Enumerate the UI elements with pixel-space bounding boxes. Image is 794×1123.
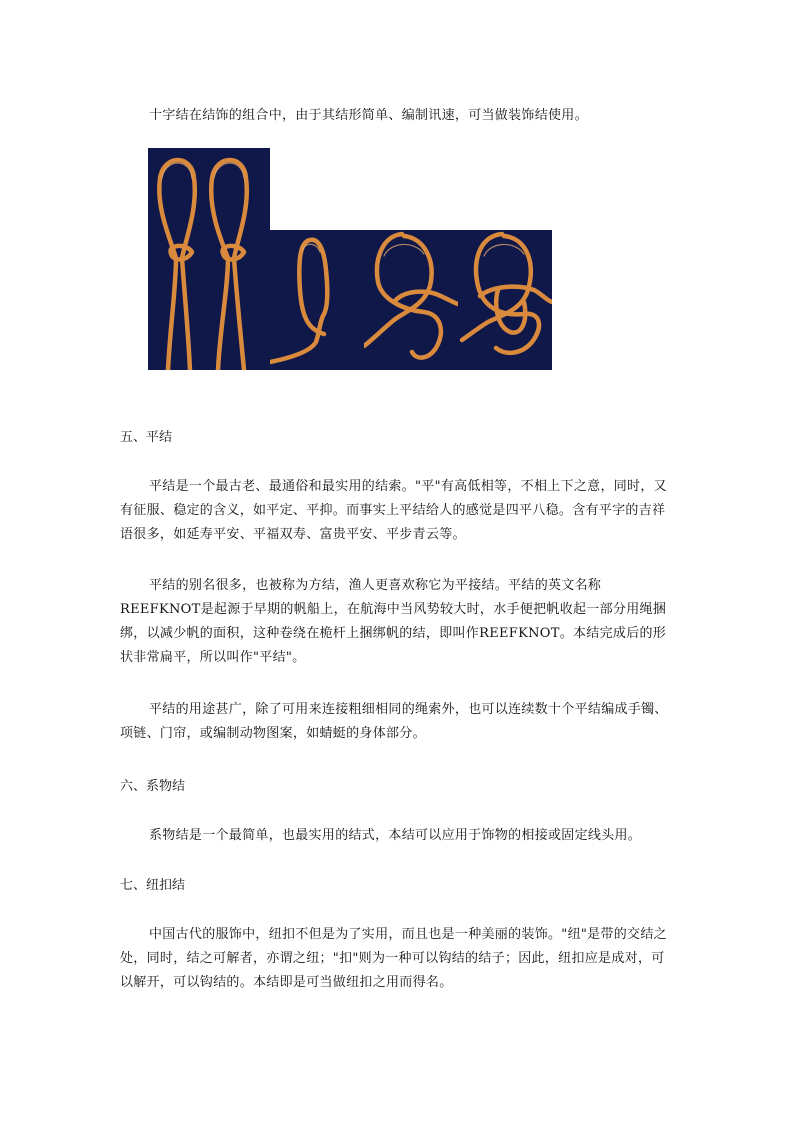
figure-panel-step-3 bbox=[458, 230, 552, 370]
section-heading-5: 五、平结 bbox=[120, 430, 173, 445]
section5-paragraph-3-text: 平结的用途甚广，除了可用来连接粗细相同的绳索外，也可以连续数十个平结编成手镯、项链、门帘，或编制动物图案，如蜻蜓的身体部分。 bbox=[120, 702, 668, 741]
intro-paragraph bbox=[120, 104, 668, 128]
section5-paragraph-1 bbox=[120, 475, 668, 547]
cross-knot-figure bbox=[148, 148, 552, 370]
figure-panel-step-1 bbox=[270, 230, 364, 370]
section6-paragraph-1-text: 系物结是一个最简单，也最实用的结式，本结可以应用于饰物的相接或固定线头用。 bbox=[149, 828, 642, 843]
section5-paragraph-2 bbox=[120, 574, 668, 670]
section5-paragraph-1-text: 平结是一个最古老、最通俗和最实用的结索。"平"有高低相等，不相上下之意，同时，又有征服、稳定的含义，如平定、平抑。而事实上平结给人的感觉是四平八稳。含有平字的吉祥语很多，如延寿平安、平福双寿、富贵平安、平步青云等。 bbox=[120, 479, 667, 542]
section5-paragraph-3 bbox=[120, 698, 668, 746]
section-heading-6: 六、系物结 bbox=[120, 779, 186, 794]
section7-paragraph-1 bbox=[120, 923, 668, 995]
section7-paragraph-1-text: 中国古代的服饰中，纽扣不但是为了实用，而且也是一种美丽的装饰。"纽"是带的交结之处，同时，结之可解者，亦谓之纽；"扣"则为一种可以钩结的结子；因此，纽扣应是成对，可以解开，可以钩结的。本结即是可当做纽扣之用而得名。 bbox=[120, 927, 667, 990]
section5-paragraph-2-text: 平结的别名很多，也被称为方结，渔人更喜欢称它为平接结。平结的英文名称REEFKNOT是起源于早期的帆船上，在航海中当风势较大时，水手便把帆收起一部分用绳捆绑，以减少帆的面积，这种卷绕在桅杆上捆绑帆的结，即叫作REEFKNOT。本结完成后的形状非常扁平，所以叫作"平结"。 bbox=[120, 578, 667, 665]
figure-panel-finished-knots bbox=[148, 148, 270, 370]
section-heading-7: 七、纽扣结 bbox=[120, 878, 186, 893]
intro-text: 十字结在结饰的组合中，由于其结形简单、编制讯速，可当做装饰结使用。 bbox=[149, 108, 588, 123]
section6-paragraph-1 bbox=[120, 824, 668, 848]
figure-panel-step-2 bbox=[364, 230, 458, 370]
